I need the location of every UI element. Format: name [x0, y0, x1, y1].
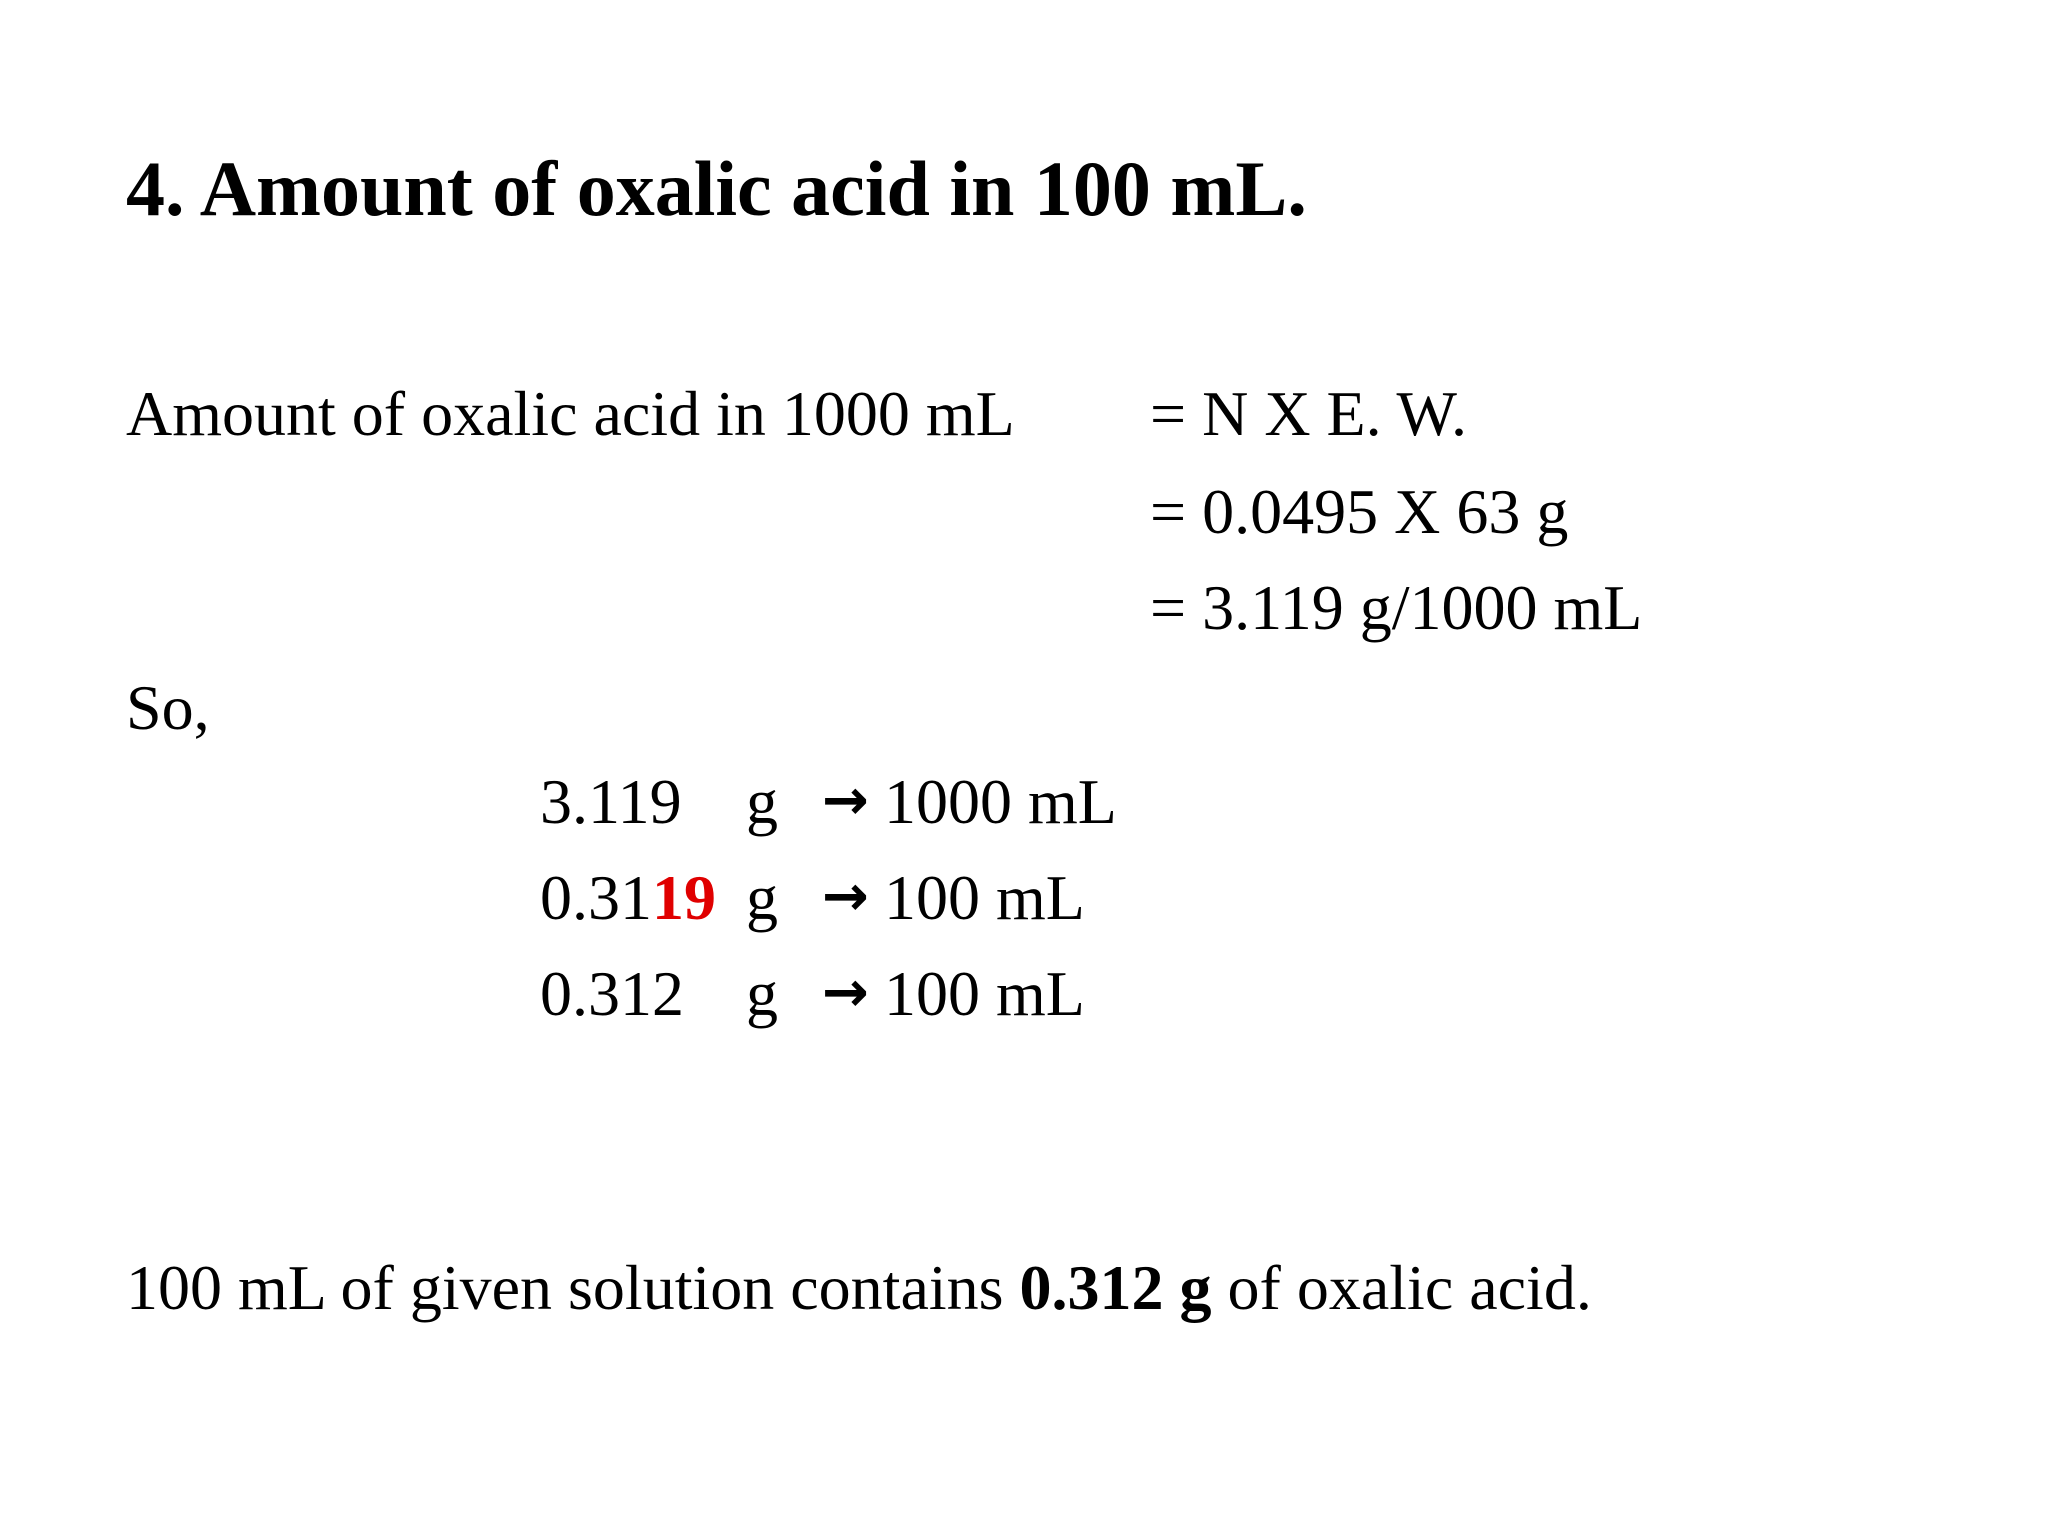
conclusion-prefix: 100 mL of given solution contains	[126, 1252, 1020, 1323]
row-unit: g	[746, 958, 778, 1029]
row-amount: 100 mL	[884, 958, 1085, 1029]
row-value-highlight: 19	[652, 862, 716, 933]
row-amount: 100 mL	[884, 862, 1085, 933]
row-amount: 1000 mL	[884, 766, 1117, 837]
slide-title: 4. Amount of oxalic acid in 100 mL.	[126, 145, 1307, 232]
equation-line-1: = N X E. W.	[1150, 378, 1467, 449]
so-label: So,	[126, 672, 210, 743]
conclusion-bold-value: 0.312 g	[1019, 1252, 1212, 1323]
arrow-right-icon: →	[822, 960, 869, 1025]
calculation-label: Amount of oxalic acid in 1000 mL	[126, 378, 1015, 449]
conclusion-suffix: of oxalic acid.	[1211, 1252, 1592, 1323]
row-value-prefix: 0.31	[540, 862, 652, 933]
arrow-right-icon: →	[822, 864, 869, 929]
conclusion-text	[126, 1252, 1592, 1323]
equation-line-3: = 3.119 g/1000 mL	[1150, 572, 1643, 643]
row-value	[540, 862, 716, 933]
arrow-right-icon: →	[822, 768, 869, 833]
row-unit: g	[746, 862, 778, 933]
row-unit: g	[746, 766, 778, 837]
row-value: 3.119	[540, 766, 682, 837]
row-value: 0.312	[540, 958, 684, 1029]
equation-line-2: = 0.0495 X 63 g	[1150, 476, 1569, 547]
